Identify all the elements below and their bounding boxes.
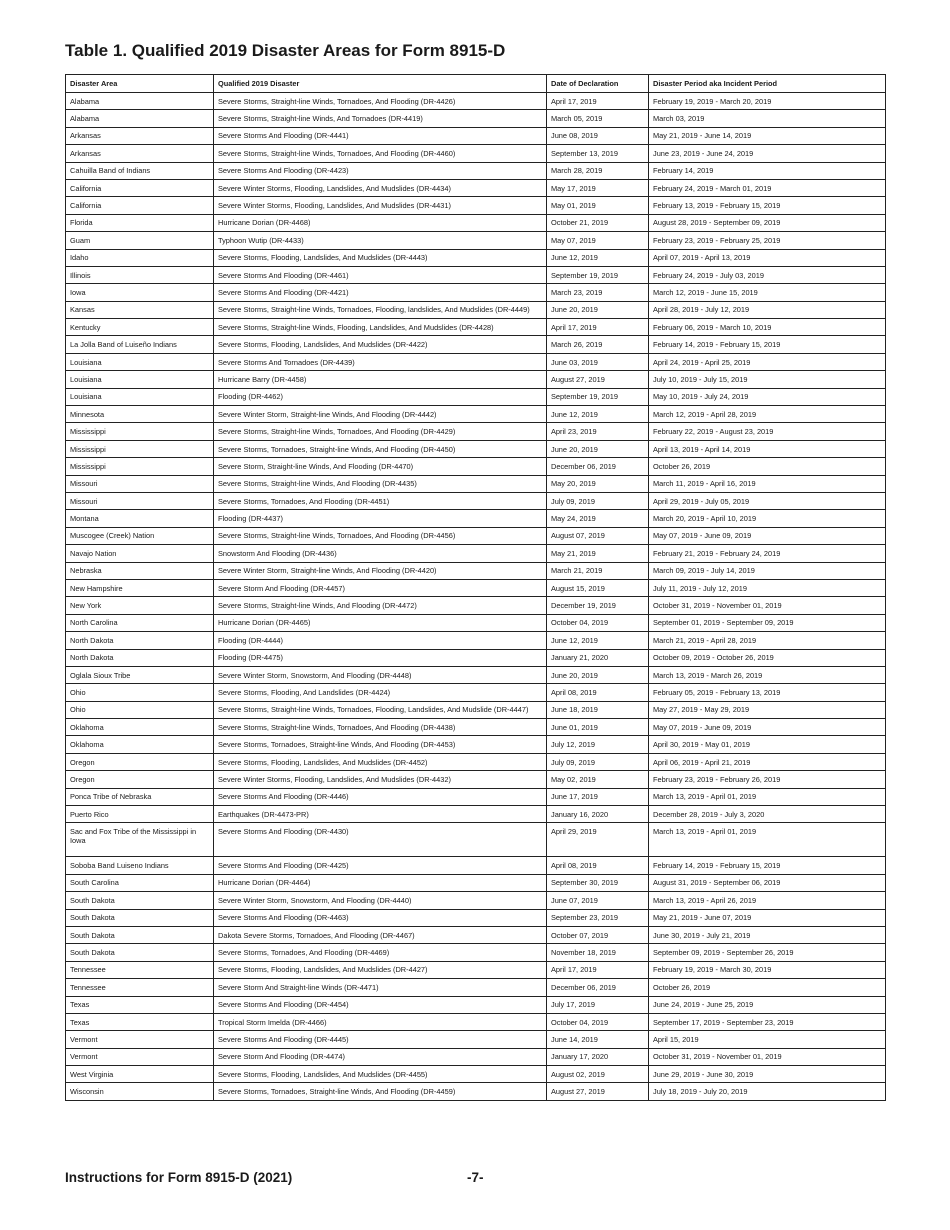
cell-date-of-declaration: June 03, 2019 bbox=[547, 353, 649, 370]
cell-disaster-period: September 09, 2019 - September 26, 2019 bbox=[649, 944, 886, 961]
cell-disaster-period: March 13, 2019 - April 01, 2019 bbox=[649, 788, 886, 805]
table-row bbox=[66, 1083, 886, 1100]
cell-disaster-area: Oklahoma bbox=[66, 736, 214, 753]
cell-date-of-declaration: July 12, 2019 bbox=[547, 736, 649, 753]
cell-date-of-declaration: March 26, 2019 bbox=[547, 336, 649, 353]
cell-date-of-declaration: October 04, 2019 bbox=[547, 614, 649, 631]
cell-date-of-declaration: December 06, 2019 bbox=[547, 458, 649, 475]
cell-qualified-disaster: Severe Storms, Straight-line Winds, Tornadoes, And Flooding (DR-4456) bbox=[214, 527, 547, 544]
cell-date-of-declaration: June 07, 2019 bbox=[547, 892, 649, 909]
cell-date-of-declaration: June 12, 2019 bbox=[547, 632, 649, 649]
cell-date-of-declaration: June 18, 2019 bbox=[547, 701, 649, 718]
table-row bbox=[66, 371, 886, 388]
cell-disaster-period: July 18, 2019 - July 20, 2019 bbox=[649, 1083, 886, 1100]
table-row bbox=[66, 1066, 886, 1083]
cell-disaster-area: Cahuilla Band of Indians bbox=[66, 162, 214, 179]
table-row bbox=[66, 996, 886, 1013]
cell-qualified-disaster: Hurricane Dorian (DR-4468) bbox=[214, 214, 547, 231]
cell-date-of-declaration: November 18, 2019 bbox=[547, 944, 649, 961]
cell-disaster-area: Missouri bbox=[66, 492, 214, 509]
cell-qualified-disaster: Severe Storms And Flooding (DR-4430) bbox=[214, 823, 547, 857]
cell-disaster-area: Oglala Sioux Tribe bbox=[66, 666, 214, 683]
cell-disaster-period: April 13, 2019 - April 14, 2019 bbox=[649, 440, 886, 457]
cell-date-of-declaration: August 27, 2019 bbox=[547, 1083, 649, 1100]
cell-disaster-area: Muscogee (Creek) Nation bbox=[66, 527, 214, 544]
cell-qualified-disaster: Severe Winter Storms, Flooding, Landslides, And Mudslides (DR-4434) bbox=[214, 179, 547, 196]
cell-disaster-area: Montana bbox=[66, 510, 214, 527]
table-row bbox=[66, 423, 886, 440]
table-header-row bbox=[66, 75, 886, 93]
table-row bbox=[66, 1048, 886, 1065]
cell-disaster-period: October 31, 2019 - November 01, 2019 bbox=[649, 597, 886, 614]
cell-date-of-declaration: April 17, 2019 bbox=[547, 961, 649, 978]
cell-qualified-disaster: Severe Storms, Flooding, Landslides, And Mudslides (DR-4455) bbox=[214, 1066, 547, 1083]
cell-qualified-disaster: Severe Storms, Straight-line Winds, Tornadoes, And Flooding (DR-4460) bbox=[214, 145, 547, 162]
cell-disaster-area: Mississippi bbox=[66, 458, 214, 475]
cell-disaster-area: Ponca Tribe of Nebraska bbox=[66, 788, 214, 805]
cell-qualified-disaster: Severe Winter Storm, Snowstorm, And Flooding (DR-4440) bbox=[214, 892, 547, 909]
cell-date-of-declaration: January 17, 2020 bbox=[547, 1048, 649, 1065]
cell-qualified-disaster: Hurricane Dorian (DR-4464) bbox=[214, 874, 547, 891]
cell-disaster-area: South Dakota bbox=[66, 909, 214, 926]
cell-qualified-disaster: Severe Storms, Tornadoes, Straight-line Winds, And Flooding (DR-4453) bbox=[214, 736, 547, 753]
table-row bbox=[66, 162, 886, 179]
cell-date-of-declaration: August 27, 2019 bbox=[547, 371, 649, 388]
cell-disaster-area: Minnesota bbox=[66, 406, 214, 423]
cell-qualified-disaster: Severe Winter Storm, Straight-line Winds, And Flooding (DR-4442) bbox=[214, 406, 547, 423]
cell-disaster-period: February 05, 2019 - February 13, 2019 bbox=[649, 684, 886, 701]
cell-disaster-period: February 24, 2019 - July 03, 2019 bbox=[649, 266, 886, 283]
cell-disaster-period: May 07, 2019 - June 09, 2019 bbox=[649, 527, 886, 544]
cell-disaster-period: February 19, 2019 - March 30, 2019 bbox=[649, 961, 886, 978]
cell-qualified-disaster: Severe Storms And Tornadoes (DR-4439) bbox=[214, 353, 547, 370]
cell-date-of-declaration: June 08, 2019 bbox=[547, 127, 649, 144]
cell-disaster-period: May 27, 2019 - May 29, 2019 bbox=[649, 701, 886, 718]
cell-disaster-period: May 07, 2019 - June 09, 2019 bbox=[649, 719, 886, 736]
table-row bbox=[66, 232, 886, 249]
table-row bbox=[66, 926, 886, 943]
table-row bbox=[66, 353, 886, 370]
cell-disaster-period: April 29, 2019 - July 05, 2019 bbox=[649, 492, 886, 509]
table-row bbox=[66, 527, 886, 544]
cell-disaster-area: Arkansas bbox=[66, 145, 214, 162]
cell-disaster-area: Oregon bbox=[66, 753, 214, 770]
cell-disaster-area: North Carolina bbox=[66, 614, 214, 631]
cell-date-of-declaration: April 17, 2019 bbox=[547, 93, 649, 110]
cell-disaster-area: West Virginia bbox=[66, 1066, 214, 1083]
cell-disaster-period: October 31, 2019 - November 01, 2019 bbox=[649, 1048, 886, 1065]
cell-disaster-period: February 23, 2019 - February 26, 2019 bbox=[649, 771, 886, 788]
cell-qualified-disaster: Severe Storms, Straight-line Winds, And Flooding (DR-4472) bbox=[214, 597, 547, 614]
cell-disaster-period: April 07, 2019 - April 13, 2019 bbox=[649, 249, 886, 266]
cell-qualified-disaster: Typhoon Wutip (DR-4433) bbox=[214, 232, 547, 249]
cell-disaster-period: February 06, 2019 - March 10, 2019 bbox=[649, 319, 886, 336]
cell-qualified-disaster: Severe Storms, Flooding, Landslides, And Mudslides (DR-4422) bbox=[214, 336, 547, 353]
table-row bbox=[66, 545, 886, 562]
cell-disaster-area: California bbox=[66, 179, 214, 196]
table-row bbox=[66, 319, 886, 336]
cell-date-of-declaration: May 07, 2019 bbox=[547, 232, 649, 249]
cell-date-of-declaration: May 20, 2019 bbox=[547, 475, 649, 492]
cell-qualified-disaster: Severe Winter Storms, Flooding, Landslides, And Mudslides (DR-4431) bbox=[214, 197, 547, 214]
table-row bbox=[66, 736, 886, 753]
cell-disaster-period: April 28, 2019 - July 12, 2019 bbox=[649, 301, 886, 318]
cell-qualified-disaster: Severe Storms, Straight-line Winds, Tornadoes, Flooding, landslides, And Mudslides (DR-4449) bbox=[214, 301, 547, 318]
cell-disaster-period: September 17, 2019 - September 23, 2019 bbox=[649, 1013, 886, 1030]
cell-disaster-period: March 13, 2019 - April 01, 2019 bbox=[649, 823, 886, 857]
table-row bbox=[66, 1031, 886, 1048]
cell-disaster-area: Sac and Fox Tribe of the Mississippi in Iowa bbox=[66, 823, 214, 857]
cell-qualified-disaster: Hurricane Dorian (DR-4465) bbox=[214, 614, 547, 631]
cell-date-of-declaration: March 05, 2019 bbox=[547, 110, 649, 127]
cell-qualified-disaster: Severe Storms, Straight-line Winds, Flooding, Landslides, And Mudslides (DR-4428) bbox=[214, 319, 547, 336]
cell-disaster-area: New York bbox=[66, 597, 214, 614]
cell-disaster-period: October 26, 2019 bbox=[649, 979, 886, 996]
table-row bbox=[66, 214, 886, 231]
table-row bbox=[66, 632, 886, 649]
table-row bbox=[66, 649, 886, 666]
cell-qualified-disaster: Severe Storms And Flooding (DR-4446) bbox=[214, 788, 547, 805]
table-row bbox=[66, 719, 886, 736]
table-row bbox=[66, 440, 886, 457]
cell-qualified-disaster: Snowstorm And Flooding (DR-4436) bbox=[214, 545, 547, 562]
column-header-disaster-area: Disaster Area bbox=[66, 75, 214, 93]
cell-disaster-period: June 23, 2019 - June 24, 2019 bbox=[649, 145, 886, 162]
cell-disaster-period: December 28, 2019 - July 3, 2020 bbox=[649, 806, 886, 823]
cell-date-of-declaration: October 21, 2019 bbox=[547, 214, 649, 231]
table-row bbox=[66, 614, 886, 631]
cell-date-of-declaration: May 02, 2019 bbox=[547, 771, 649, 788]
cell-disaster-area: Wisconsin bbox=[66, 1083, 214, 1100]
cell-disaster-area: Arkansas bbox=[66, 127, 214, 144]
table-row bbox=[66, 806, 886, 823]
cell-date-of-declaration: July 09, 2019 bbox=[547, 753, 649, 770]
cell-qualified-disaster: Hurricane Barry (DR-4458) bbox=[214, 371, 547, 388]
cell-disaster-area: North Dakota bbox=[66, 649, 214, 666]
cell-date-of-declaration: March 23, 2019 bbox=[547, 284, 649, 301]
cell-disaster-area: California bbox=[66, 197, 214, 214]
cell-disaster-area: Florida bbox=[66, 214, 214, 231]
table-row bbox=[66, 562, 886, 579]
cell-qualified-disaster: Earthquakes (DR-4473-PR) bbox=[214, 806, 547, 823]
cell-qualified-disaster: Severe Storms And Flooding (DR-4454) bbox=[214, 996, 547, 1013]
cell-date-of-declaration: August 02, 2019 bbox=[547, 1066, 649, 1083]
table-row bbox=[66, 197, 886, 214]
cell-date-of-declaration: June 20, 2019 bbox=[547, 666, 649, 683]
cell-disaster-area: Vermont bbox=[66, 1031, 214, 1048]
cell-disaster-period: February 22, 2019 - August 23, 2019 bbox=[649, 423, 886, 440]
cell-disaster-area: La Jolla Band of Luiseño Indians bbox=[66, 336, 214, 353]
cell-disaster-period: March 13, 2019 - April 26, 2019 bbox=[649, 892, 886, 909]
cell-disaster-period: August 28, 2019 - September 09, 2019 bbox=[649, 214, 886, 231]
cell-date-of-declaration: August 07, 2019 bbox=[547, 527, 649, 544]
page-number: -7- bbox=[467, 1170, 484, 1185]
cell-qualified-disaster: Severe Storms, Tornadoes, Straight-line Winds, And Flooding (DR-4459) bbox=[214, 1083, 547, 1100]
cell-disaster-area: Iowa bbox=[66, 284, 214, 301]
disaster-areas-table bbox=[65, 74, 886, 1101]
column-header-qualified-disaster: Qualified 2019 Disaster bbox=[214, 75, 547, 93]
cell-disaster-period: May 21, 2019 - June 14, 2019 bbox=[649, 127, 886, 144]
cell-disaster-area: Navajo Nation bbox=[66, 545, 214, 562]
cell-disaster-area: Alabama bbox=[66, 110, 214, 127]
cell-qualified-disaster: Severe Storms, Tornadoes, And Flooding (DR-4469) bbox=[214, 944, 547, 961]
table-row bbox=[66, 666, 886, 683]
cell-qualified-disaster: Severe Storms, Straight-line Winds, Tornadoes, Flooding, Landslides, And Mudslide (DR-4447) bbox=[214, 701, 547, 718]
cell-disaster-period: May 21, 2019 - June 07, 2019 bbox=[649, 909, 886, 926]
table-row bbox=[66, 788, 886, 805]
table-row bbox=[66, 701, 886, 718]
table-row bbox=[66, 145, 886, 162]
cell-qualified-disaster: Severe Storm, Straight-line Winds, And Flooding (DR-4470) bbox=[214, 458, 547, 475]
cell-date-of-declaration: June 14, 2019 bbox=[547, 1031, 649, 1048]
cell-disaster-area: Kansas bbox=[66, 301, 214, 318]
table-row bbox=[66, 684, 886, 701]
cell-disaster-area: North Dakota bbox=[66, 632, 214, 649]
cell-date-of-declaration: September 23, 2019 bbox=[547, 909, 649, 926]
cell-disaster-period: August 31, 2019 - September 06, 2019 bbox=[649, 874, 886, 891]
cell-disaster-period: February 14, 2019 bbox=[649, 162, 886, 179]
cell-disaster-area: Guam bbox=[66, 232, 214, 249]
cell-disaster-period: February 14, 2019 - February 15, 2019 bbox=[649, 336, 886, 353]
cell-qualified-disaster: Severe Storms And Flooding (DR-4461) bbox=[214, 266, 547, 283]
table-row bbox=[66, 944, 886, 961]
cell-disaster-period: March 11, 2019 - April 16, 2019 bbox=[649, 475, 886, 492]
cell-date-of-declaration: September 19, 2019 bbox=[547, 266, 649, 283]
cell-date-of-declaration: March 21, 2019 bbox=[547, 562, 649, 579]
cell-disaster-area: South Dakota bbox=[66, 892, 214, 909]
table-row bbox=[66, 492, 886, 509]
table-row bbox=[66, 771, 886, 788]
cell-date-of-declaration: October 07, 2019 bbox=[547, 926, 649, 943]
cell-date-of-declaration: June 20, 2019 bbox=[547, 301, 649, 318]
cell-qualified-disaster: Severe Storms, Flooding, Landslides, And Mudslides (DR-4443) bbox=[214, 249, 547, 266]
cell-qualified-disaster: Flooding (DR-4444) bbox=[214, 632, 547, 649]
cell-disaster-area: Texas bbox=[66, 996, 214, 1013]
column-header-disaster-period: Disaster Period aka Incident Period bbox=[649, 75, 886, 93]
table-row bbox=[66, 753, 886, 770]
cell-disaster-area: Louisiana bbox=[66, 388, 214, 405]
cell-disaster-period: February 21, 2019 - February 24, 2019 bbox=[649, 545, 886, 562]
cell-qualified-disaster: Severe Storms, Straight-line Winds, And Flooding (DR-4435) bbox=[214, 475, 547, 492]
cell-qualified-disaster: Severe Storms And Flooding (DR-4463) bbox=[214, 909, 547, 926]
table-row bbox=[66, 874, 886, 891]
table-row bbox=[66, 110, 886, 127]
cell-disaster-area: Tennessee bbox=[66, 961, 214, 978]
column-header-date-of-declaration: Date of Declaration bbox=[547, 75, 649, 93]
cell-disaster-area: Idaho bbox=[66, 249, 214, 266]
cell-date-of-declaration: December 06, 2019 bbox=[547, 979, 649, 996]
cell-disaster-period: June 30, 2019 - July 21, 2019 bbox=[649, 926, 886, 943]
cell-date-of-declaration: July 09, 2019 bbox=[547, 492, 649, 509]
table-row bbox=[66, 961, 886, 978]
cell-disaster-period: March 13, 2019 - March 26, 2019 bbox=[649, 666, 886, 683]
cell-qualified-disaster: Severe Storms And Flooding (DR-4425) bbox=[214, 857, 547, 874]
table-row bbox=[66, 266, 886, 283]
footer-form-title: Instructions for Form 8915-D (2021) bbox=[65, 1170, 293, 1185]
cell-date-of-declaration: May 01, 2019 bbox=[547, 197, 649, 214]
cell-qualified-disaster: Severe Storms, Straight-line Winds, Tornadoes, And Flooding (DR-4429) bbox=[214, 423, 547, 440]
cell-date-of-declaration: June 12, 2019 bbox=[547, 406, 649, 423]
cell-disaster-period: April 24, 2019 - April 25, 2019 bbox=[649, 353, 886, 370]
cell-disaster-area: South Carolina bbox=[66, 874, 214, 891]
cell-date-of-declaration: January 21, 2020 bbox=[547, 649, 649, 666]
cell-date-of-declaration: May 24, 2019 bbox=[547, 510, 649, 527]
cell-disaster-period: February 23, 2019 - February 25, 2019 bbox=[649, 232, 886, 249]
cell-date-of-declaration: September 30, 2019 bbox=[547, 874, 649, 891]
cell-qualified-disaster: Severe Storms And Flooding (DR-4421) bbox=[214, 284, 547, 301]
cell-disaster-period: April 06, 2019 - April 21, 2019 bbox=[649, 753, 886, 770]
cell-disaster-period: March 21, 2019 - April 28, 2019 bbox=[649, 632, 886, 649]
cell-date-of-declaration: June 17, 2019 bbox=[547, 788, 649, 805]
table-row bbox=[66, 336, 886, 353]
table-body bbox=[66, 93, 886, 1101]
cell-disaster-period: June 24, 2019 - June 25, 2019 bbox=[649, 996, 886, 1013]
table-row bbox=[66, 823, 886, 857]
table-row bbox=[66, 857, 886, 874]
cell-date-of-declaration: October 04, 2019 bbox=[547, 1013, 649, 1030]
cell-date-of-declaration: January 16, 2020 bbox=[547, 806, 649, 823]
table-row bbox=[66, 597, 886, 614]
cell-date-of-declaration: June 01, 2019 bbox=[547, 719, 649, 736]
cell-disaster-period: September 01, 2019 - September 09, 2019 bbox=[649, 614, 886, 631]
table-row bbox=[66, 301, 886, 318]
cell-qualified-disaster: Severe Storms, Tornadoes, Straight-line Winds, And Flooding (DR-4450) bbox=[214, 440, 547, 457]
cell-disaster-period: March 09, 2019 - July 14, 2019 bbox=[649, 562, 886, 579]
cell-date-of-declaration: June 20, 2019 bbox=[547, 440, 649, 457]
cell-date-of-declaration: September 19, 2019 bbox=[547, 388, 649, 405]
cell-disaster-area: South Dakota bbox=[66, 944, 214, 961]
table-row bbox=[66, 579, 886, 596]
cell-qualified-disaster: Severe Winter Storm, Straight-line Winds, And Flooding (DR-4420) bbox=[214, 562, 547, 579]
cell-disaster-area: Puerto Rico bbox=[66, 806, 214, 823]
cell-qualified-disaster: Severe Storms, Tornadoes, And Flooding (DR-4451) bbox=[214, 492, 547, 509]
cell-date-of-declaration: April 08, 2019 bbox=[547, 684, 649, 701]
cell-qualified-disaster: Flooding (DR-4462) bbox=[214, 388, 547, 405]
cell-date-of-declaration: August 15, 2019 bbox=[547, 579, 649, 596]
cell-disaster-period: October 09, 2019 - October 26, 2019 bbox=[649, 649, 886, 666]
cell-disaster-period: February 19, 2019 - March 20, 2019 bbox=[649, 93, 886, 110]
table-row bbox=[66, 892, 886, 909]
table-row bbox=[66, 458, 886, 475]
cell-disaster-period: March 20, 2019 - April 10, 2019 bbox=[649, 510, 886, 527]
cell-disaster-period: February 13, 2019 - February 15, 2019 bbox=[649, 197, 886, 214]
cell-disaster-area: Texas bbox=[66, 1013, 214, 1030]
cell-date-of-declaration: June 12, 2019 bbox=[547, 249, 649, 266]
table-row bbox=[66, 475, 886, 492]
cell-date-of-declaration: May 21, 2019 bbox=[547, 545, 649, 562]
cell-qualified-disaster: Severe Storms And Flooding (DR-4423) bbox=[214, 162, 547, 179]
cell-disaster-area: Louisiana bbox=[66, 353, 214, 370]
cell-date-of-declaration: March 28, 2019 bbox=[547, 162, 649, 179]
table-row bbox=[66, 909, 886, 926]
cell-disaster-area: Oklahoma bbox=[66, 719, 214, 736]
cell-qualified-disaster: Severe Storms And Flooding (DR-4445) bbox=[214, 1031, 547, 1048]
cell-date-of-declaration: May 17, 2019 bbox=[547, 179, 649, 196]
cell-disaster-area: Ohio bbox=[66, 701, 214, 718]
cell-disaster-area: Soboba Band Luiseno Indians bbox=[66, 857, 214, 874]
cell-qualified-disaster: Severe Storms, Straight-line Winds, Tornadoes, And Flooding (DR-4438) bbox=[214, 719, 547, 736]
page-title: Table 1. Qualified 2019 Disaster Areas for Form 8915-D bbox=[65, 41, 506, 60]
cell-disaster-period: February 24, 2019 - March 01, 2019 bbox=[649, 179, 886, 196]
table-row bbox=[66, 127, 886, 144]
cell-disaster-area: Tennessee bbox=[66, 979, 214, 996]
cell-qualified-disaster: Severe Storms, Flooding, Landslides, And Mudslides (DR-4427) bbox=[214, 961, 547, 978]
cell-disaster-period: July 11, 2019 - July 12, 2019 bbox=[649, 579, 886, 596]
table-row bbox=[66, 249, 886, 266]
cell-qualified-disaster: Severe Winter Storms, Flooding, Landslides, And Mudslides (DR-4432) bbox=[214, 771, 547, 788]
cell-disaster-area: Illinois bbox=[66, 266, 214, 283]
cell-disaster-area: Louisiana bbox=[66, 371, 214, 388]
cell-disaster-area: Kentucky bbox=[66, 319, 214, 336]
table-row bbox=[66, 284, 886, 301]
cell-disaster-area: Vermont bbox=[66, 1048, 214, 1065]
table-row bbox=[66, 406, 886, 423]
cell-disaster-period: April 30, 2019 - May 01, 2019 bbox=[649, 736, 886, 753]
cell-disaster-area: Oregon bbox=[66, 771, 214, 788]
cell-disaster-period: June 29, 2019 - June 30, 2019 bbox=[649, 1066, 886, 1083]
table-row bbox=[66, 979, 886, 996]
cell-disaster-area: Missouri bbox=[66, 475, 214, 492]
cell-qualified-disaster: Dakota Severe Storms, Tornadoes, And Flooding (DR-4467) bbox=[214, 926, 547, 943]
cell-qualified-disaster: Severe Storm And Flooding (DR-4474) bbox=[214, 1048, 547, 1065]
cell-qualified-disaster: Severe Storm And Straight-line Winds (DR-4471) bbox=[214, 979, 547, 996]
cell-disaster-period: October 26, 2019 bbox=[649, 458, 886, 475]
cell-date-of-declaration: December 19, 2019 bbox=[547, 597, 649, 614]
cell-qualified-disaster: Severe Storm And Flooding (DR-4457) bbox=[214, 579, 547, 596]
cell-disaster-area: South Dakota bbox=[66, 926, 214, 943]
table-row bbox=[66, 1013, 886, 1030]
cell-disaster-period: April 15, 2019 bbox=[649, 1031, 886, 1048]
cell-qualified-disaster: Severe Storms, Straight-line Winds, Tornadoes, And Flooding (DR-4426) bbox=[214, 93, 547, 110]
cell-date-of-declaration: April 29, 2019 bbox=[547, 823, 649, 857]
cell-qualified-disaster: Flooding (DR-4475) bbox=[214, 649, 547, 666]
cell-disaster-period: February 14, 2019 - February 15, 2019 bbox=[649, 857, 886, 874]
cell-disaster-area: Alabama bbox=[66, 93, 214, 110]
cell-qualified-disaster: Tropical Storm Imelda (DR-4466) bbox=[214, 1013, 547, 1030]
cell-qualified-disaster: Severe Storms, Straight-line Winds, And Tornadoes (DR-4419) bbox=[214, 110, 547, 127]
cell-disaster-period: March 03, 2019 bbox=[649, 110, 886, 127]
cell-disaster-period: March 12, 2019 - April 28, 2019 bbox=[649, 406, 886, 423]
cell-qualified-disaster: Flooding (DR-4437) bbox=[214, 510, 547, 527]
cell-qualified-disaster: Severe Storms, Flooding, And Landslides (DR-4424) bbox=[214, 684, 547, 701]
cell-disaster-area: Mississippi bbox=[66, 423, 214, 440]
cell-disaster-period: July 10, 2019 - July 15, 2019 bbox=[649, 371, 886, 388]
cell-qualified-disaster: Severe Winter Storm, Snowstorm, And Flooding (DR-4448) bbox=[214, 666, 547, 683]
cell-qualified-disaster: Severe Storms And Flooding (DR-4441) bbox=[214, 127, 547, 144]
cell-qualified-disaster: Severe Storms, Flooding, Landslides, And Mudslides (DR-4452) bbox=[214, 753, 547, 770]
cell-disaster-area: Nebraska bbox=[66, 562, 214, 579]
cell-date-of-declaration: July 17, 2019 bbox=[547, 996, 649, 1013]
cell-date-of-declaration: April 08, 2019 bbox=[547, 857, 649, 874]
cell-date-of-declaration: April 23, 2019 bbox=[547, 423, 649, 440]
table-row bbox=[66, 93, 886, 110]
table-row bbox=[66, 510, 886, 527]
table-row bbox=[66, 388, 886, 405]
cell-date-of-declaration: September 13, 2019 bbox=[547, 145, 649, 162]
cell-disaster-area: Ohio bbox=[66, 684, 214, 701]
table-row bbox=[66, 179, 886, 196]
cell-disaster-area: Mississippi bbox=[66, 440, 214, 457]
cell-disaster-area: New Hampshire bbox=[66, 579, 214, 596]
cell-disaster-period: March 12, 2019 - June 15, 2019 bbox=[649, 284, 886, 301]
cell-disaster-period: May 10, 2019 - July 24, 2019 bbox=[649, 388, 886, 405]
cell-date-of-declaration: April 17, 2019 bbox=[547, 319, 649, 336]
